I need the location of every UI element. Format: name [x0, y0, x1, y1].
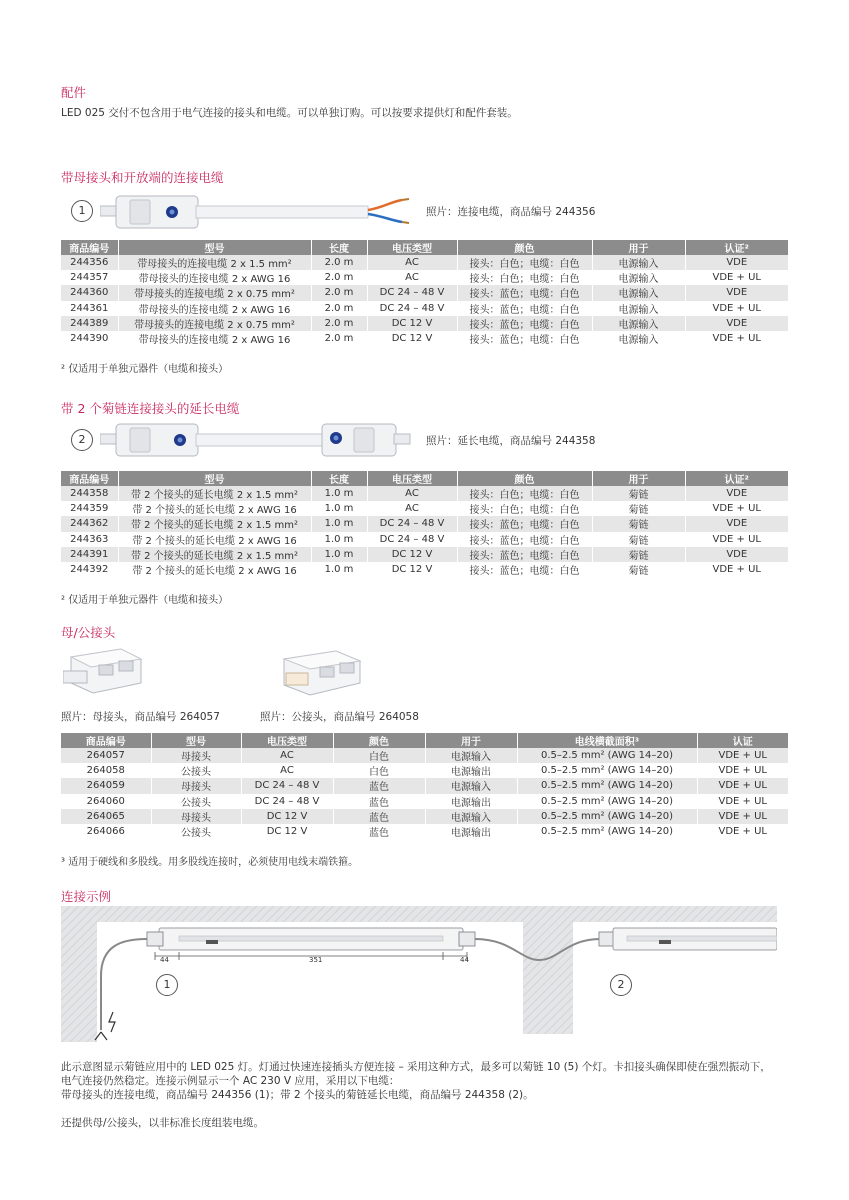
extension-footnote: ² 仅适用于单独元器件（电缆和接头）	[61, 595, 229, 606]
table-cell: VDE + UL	[685, 501, 788, 516]
dimension-left: 44	[160, 956, 169, 964]
table-cell: 接头：蓝色；电缆：白色	[457, 316, 592, 331]
number-badge-1: 1	[71, 200, 93, 222]
table-cell: 264059	[61, 778, 151, 793]
table-cell: 1.0 m	[311, 562, 367, 577]
table-cell: 电源输入	[592, 270, 685, 285]
table-cell: VDE + UL	[685, 270, 788, 285]
table-cell: 264065	[61, 809, 151, 824]
column-header: 用于	[592, 240, 685, 255]
table-cell: DC 24 – 48 V	[367, 516, 457, 531]
table-cell: VDE + UL	[697, 824, 788, 839]
table-row	[61, 809, 788, 824]
table-cell: 带母接头的连接电缆 2 x AWG 16	[118, 331, 311, 346]
column-header: 型号	[151, 733, 241, 748]
table-cell: 264066	[61, 824, 151, 839]
table-cell: 电源输入	[592, 255, 685, 270]
table-cell: 接头：蓝色；电缆：白色	[457, 532, 592, 547]
table-cell: 电源输入	[592, 316, 685, 331]
table-row	[61, 794, 788, 809]
example-number-2: 2	[610, 974, 632, 996]
table-cell: 母接头	[151, 778, 241, 793]
table-cell: DC 12 V	[367, 547, 457, 562]
table-cell: 244358	[61, 486, 118, 501]
table-cell: 电源输入	[592, 331, 685, 346]
column-header: 商品编号	[61, 733, 151, 748]
table-row	[61, 285, 788, 300]
table-cell: 244362	[61, 516, 118, 531]
table-cell: 0.5–2.5 mm² (AWG 14–20)	[517, 809, 697, 824]
table-cell: 接头：蓝色；电缆：白色	[457, 516, 592, 531]
table-cell: VDE	[685, 547, 788, 562]
column-header: 颜色	[333, 733, 425, 748]
table-row	[61, 486, 788, 501]
table-cell: 带 2 个接头的延长电缆 2 x 1.5 mm²	[118, 516, 311, 531]
table-cell: 244390	[61, 331, 118, 346]
column-header: 认证²	[685, 471, 788, 486]
extension-cable-image	[100, 418, 412, 462]
example-assembly-note: 还提供母/公接头，以非标准长度组装电缆。	[61, 1117, 265, 1129]
table-cell: 0.5–2.5 mm² (AWG 14–20)	[517, 794, 697, 809]
table-cell: 1.0 m	[311, 486, 367, 501]
table-cell: 公接头	[151, 824, 241, 839]
table-row	[61, 301, 788, 316]
column-header: 电压类型	[367, 240, 457, 255]
extension-title: 带 2 个菊链连接接头的延长电缆	[61, 401, 240, 416]
table-cell: DC 24 – 48 V	[367, 285, 457, 300]
female-connector-image	[63, 643, 145, 699]
table-cell: 244361	[61, 301, 118, 316]
table-cell: 带 2 个接头的延长电缆 2 x AWG 16	[118, 532, 311, 547]
dimension-right: 44	[460, 956, 469, 964]
table-cell: 公接头	[151, 794, 241, 809]
table-cell: 带 2 个接头的延长电缆 2 x AWG 16	[118, 501, 311, 516]
table-cell: AC	[241, 748, 333, 763]
photo-caption-cable: 照片：连接电缆，商品编号 244356	[426, 206, 596, 218]
table-cell: 2.0 m	[311, 270, 367, 285]
table-cell: VDE + UL	[697, 794, 788, 809]
table-cell: 接头：蓝色；电缆：白色	[457, 285, 592, 300]
table-cell: DC 12 V	[241, 824, 333, 839]
table-cell: 菊链	[592, 532, 685, 547]
column-header: 认证	[697, 733, 788, 748]
cable-female-footnote: ² 仅适用于单独元器件（电缆和接头）	[61, 364, 229, 375]
table-cell: 菊链	[592, 516, 685, 531]
table-cell: 白色	[333, 748, 425, 763]
table-cell: 0.5–2.5 mm² (AWG 14–20)	[517, 748, 697, 763]
table-cell: 蓝色	[333, 778, 425, 793]
table-cell: 2.0 m	[311, 255, 367, 270]
cable-female-title: 带母接头和开放端的连接电缆	[61, 170, 224, 185]
column-header: 商品编号	[61, 240, 118, 255]
column-header: 型号	[118, 240, 311, 255]
table-row	[61, 255, 788, 270]
table-cell: 264060	[61, 794, 151, 809]
table-cell: VDE + UL	[685, 331, 788, 346]
column-header: 长度	[311, 240, 367, 255]
table-cell: 带 2 个接头的延长电缆 2 x AWG 16	[118, 562, 311, 577]
table-cell: 接头：蓝色；电缆：白色	[457, 562, 592, 577]
table-row	[61, 547, 788, 562]
table-cell: VDE + UL	[697, 748, 788, 763]
table-cell: 白色	[333, 763, 425, 778]
cable-female-table	[61, 240, 788, 346]
table-cell: 接头：蓝色；电缆：白色	[457, 331, 592, 346]
table-cell: 带母接头的连接电缆 2 x 0.75 mm²	[118, 285, 311, 300]
connectors-table	[61, 733, 788, 839]
table-row	[61, 501, 788, 516]
table-row	[61, 824, 788, 839]
table-cell: 电源输入	[592, 285, 685, 300]
table-cell: DC 12 V	[367, 316, 457, 331]
table-cell: VDE + UL	[685, 562, 788, 577]
table-cell: AC	[367, 501, 457, 516]
table-cell: 1.0 m	[311, 547, 367, 562]
table-cell: 0.5–2.5 mm² (AWG 14–20)	[517, 763, 697, 778]
table-cell: AC	[367, 270, 457, 285]
table-row	[61, 532, 788, 547]
table-cell: 带 2 个接头的延长电缆 2 x 1.5 mm²	[118, 486, 311, 501]
table-row	[61, 270, 788, 285]
table-row	[61, 562, 788, 577]
example-number-1: 1	[156, 974, 178, 996]
table-cell: 接头：蓝色；电缆：白色	[457, 301, 592, 316]
table-cell: 电源输入	[425, 748, 517, 763]
table-cell: 244357	[61, 270, 118, 285]
table-cell: 蓝色	[333, 824, 425, 839]
table-cell: 菊链	[592, 486, 685, 501]
table-cell: AC	[241, 763, 333, 778]
table-cell: DC 24 – 48 V	[367, 301, 457, 316]
table-cell: 0.5–2.5 mm² (AWG 14–20)	[517, 778, 697, 793]
table-cell: DC 12 V	[367, 562, 457, 577]
table-row	[61, 763, 788, 778]
table-cell: 接头：白色；电缆：白色	[457, 270, 592, 285]
column-header: 电压类型	[241, 733, 333, 748]
table-cell: 带母接头的连接电缆 2 x AWG 16	[118, 301, 311, 316]
table-cell: 264058	[61, 763, 151, 778]
table-row	[61, 748, 788, 763]
table-cell: 电源输入	[425, 778, 517, 793]
photo-caption-female: 照片：母接头，商品编号 264057	[61, 711, 220, 723]
table-row	[61, 331, 788, 346]
table-cell: 2.0 m	[311, 331, 367, 346]
table-cell: 244359	[61, 501, 118, 516]
table-cell: DC 12 V	[367, 331, 457, 346]
table-cell: 接头：蓝色；电缆：白色	[457, 547, 592, 562]
column-header: 颜色	[457, 471, 592, 486]
column-header: 长度	[311, 471, 367, 486]
column-header: 型号	[118, 471, 311, 486]
table-cell: 电源输入	[592, 301, 685, 316]
connectors-footnote: ³ 适用于硬线和多股线。用多股线连接时，必须使用电线末端铁箍。	[61, 857, 359, 868]
table-cell: 264057	[61, 748, 151, 763]
table-cell: 接头：白色；电缆：白色	[457, 501, 592, 516]
table-cell: 0.5–2.5 mm² (AWG 14–20)	[517, 824, 697, 839]
table-cell: 菊链	[592, 547, 685, 562]
table-cell: VDE + UL	[697, 778, 788, 793]
table-cell: VDE	[685, 516, 788, 531]
table-cell: 母接头	[151, 748, 241, 763]
example-title: 连接示例	[61, 889, 112, 904]
table-cell: VDE	[685, 316, 788, 331]
table-cell: 带母接头的连接电缆 2 x 1.5 mm²	[118, 255, 311, 270]
table-cell: VDE	[685, 255, 788, 270]
column-header: 颜色	[457, 240, 592, 255]
table-cell: 电源输出	[425, 794, 517, 809]
table-cell: AC	[367, 255, 457, 270]
table-cell: 接头：白色；电缆：白色	[457, 486, 592, 501]
table-cell: DC 24 – 48 V	[367, 532, 457, 547]
table-cell: 电源输出	[425, 824, 517, 839]
table-row	[61, 316, 788, 331]
table-cell: 带母接头的连接电缆 2 x AWG 16	[118, 270, 311, 285]
column-header: 商品编号	[61, 471, 118, 486]
table-cell: 2.0 m	[311, 301, 367, 316]
connectors-title: 母/公接头	[61, 625, 116, 640]
number-badge-2: 2	[71, 429, 93, 451]
column-header: 电压类型	[367, 471, 457, 486]
table-cell: 2.0 m	[311, 316, 367, 331]
photo-caption-male: 照片：公接头，商品编号 264058	[260, 711, 419, 723]
table-cell: DC 24 – 48 V	[241, 794, 333, 809]
male-connector-image	[280, 643, 364, 699]
table-cell: 244392	[61, 562, 118, 577]
table-cell: 公接头	[151, 763, 241, 778]
table-cell: 带 2 个接头的延长电缆 2 x 1.5 mm²	[118, 547, 311, 562]
table-cell: VDE + UL	[697, 763, 788, 778]
table-cell: 244363	[61, 532, 118, 547]
table-cell: 电源输入	[425, 809, 517, 824]
table-cell: VDE	[685, 486, 788, 501]
example-description: 此示意图显示菊链应用中的 LED 025 灯。灯通过快速连接插头方便连接 – 采用这种方式，最多可以菊链 10 (5) 个灯。卡扣接头确保即使在强烈振动下，电气连接仍然稳定。连接示例显示一个 AC 230 V 应用，采用以下电缆：	[61, 1061, 771, 1087]
table-cell: 菊链	[592, 562, 685, 577]
table-cell: 244356	[61, 255, 118, 270]
table-cell: DC 12 V	[241, 809, 333, 824]
table-cell: 带母接头的连接电缆 2 x 0.75 mm²	[118, 316, 311, 331]
table-cell: 1.0 m	[311, 501, 367, 516]
dimension-middle: 351	[309, 956, 323, 964]
column-header: 认证²	[685, 240, 788, 255]
table-cell: 母接头	[151, 809, 241, 824]
extension-table	[61, 471, 788, 577]
column-header: 电线横截面积³	[517, 733, 697, 748]
accessories-intro: LED 025 交付不包含用于电气连接的接头和电缆。可以单独订购。可以按要求提供灯和配件套装。	[61, 107, 518, 119]
table-cell: 1.0 m	[311, 516, 367, 531]
accessories-title: 配件	[61, 85, 87, 100]
table-cell: 1.0 m	[311, 532, 367, 547]
table-cell: AC	[367, 486, 457, 501]
table-cell: 蓝色	[333, 809, 425, 824]
table-row	[61, 778, 788, 793]
table-cell: 244391	[61, 547, 118, 562]
table-cell: DC 24 – 48 V	[241, 778, 333, 793]
table-cell: 244389	[61, 316, 118, 331]
table-cell: 菊链	[592, 501, 685, 516]
column-header: 用于	[425, 733, 517, 748]
table-cell: 电源输出	[425, 763, 517, 778]
table-cell: VDE + UL	[685, 301, 788, 316]
table-cell: 2.0 m	[311, 285, 367, 300]
photo-caption-extension: 照片：延长电缆，商品编号 244358	[426, 435, 596, 447]
table-cell: 244360	[61, 285, 118, 300]
table-cell: 接头：白色；电缆：白色	[457, 255, 592, 270]
column-header: 用于	[592, 471, 685, 486]
connection-cable-image	[100, 190, 410, 234]
table-cell: VDE + UL	[697, 809, 788, 824]
table-cell: 蓝色	[333, 794, 425, 809]
table-cell: VDE	[685, 285, 788, 300]
table-cell: VDE + UL	[685, 532, 788, 547]
example-cables: 带母接头的连接电缆，商品编号 244356 (1)；带 2 个接头的菊链延长电缆，商品编号 244358 (2)。	[61, 1089, 534, 1101]
table-row	[61, 516, 788, 531]
